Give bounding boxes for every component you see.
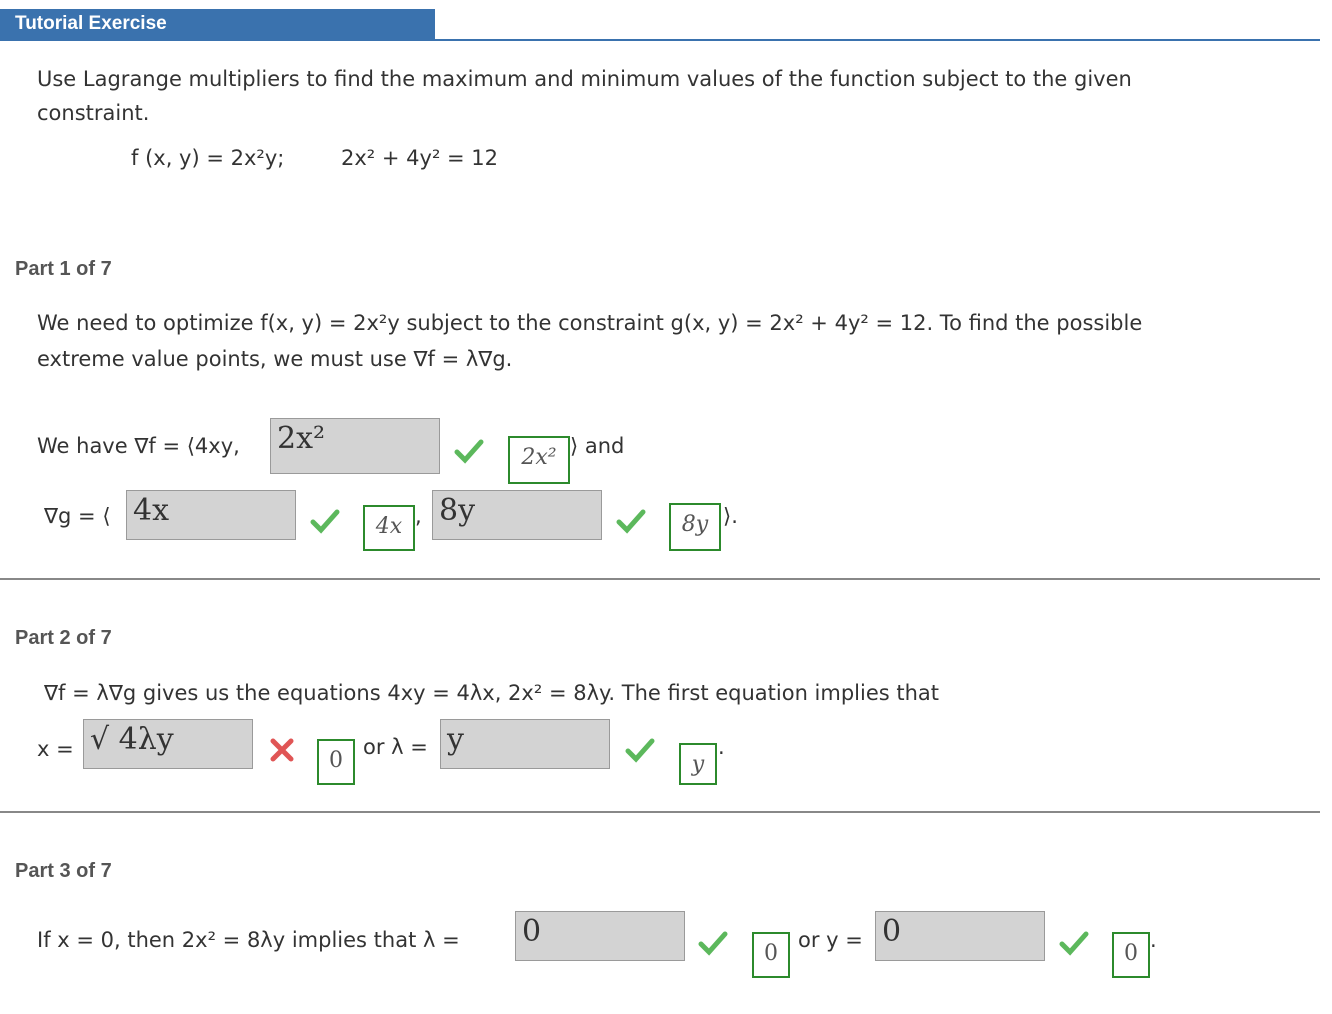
part1-label: Part 1 of 7 xyxy=(15,258,112,280)
part3-period: . xyxy=(1150,928,1157,952)
part3-text: If x = 0, then 2x² = 8λy implies that λ = xyxy=(37,928,460,952)
part-divider xyxy=(0,578,1320,580)
or-lambda-label: or λ = xyxy=(363,735,428,759)
problem-statement-line2: constraint. xyxy=(37,101,150,125)
part3-label: Part 3 of 7 xyxy=(15,860,112,882)
header-rule xyxy=(435,39,1320,41)
correct-check-icon xyxy=(698,930,728,956)
correct-check-icon xyxy=(310,508,340,534)
correct-check-icon xyxy=(625,737,655,763)
correct-check-icon xyxy=(1059,930,1089,956)
x-answer: 0 xyxy=(317,739,355,785)
part3-lambda-input[interactable]: 0 xyxy=(515,911,685,961)
part-divider xyxy=(0,811,1320,813)
tutorial-header xyxy=(0,9,435,41)
grad-g-prefix: ∇g = ⟨ xyxy=(44,504,111,528)
part1-text-line1: We need to optimize f(x, y) = 2x²y subject to the constraint g(x, y) = 2x² + 4y² = 12. To find the possible xyxy=(37,311,1143,335)
x-input[interactable]: √ 4λy xyxy=(83,719,253,769)
y-input[interactable]: 0 xyxy=(875,911,1045,961)
grad-g-y-answer: 8y xyxy=(669,503,721,551)
grad-f-y-input[interactable]: 2x² xyxy=(270,418,440,474)
grad-f-close: ⟩ and xyxy=(570,434,625,458)
lambda-answer: y xyxy=(679,743,717,785)
part3-lambda-answer: 0 xyxy=(752,932,790,978)
function-definition: f (x, y) = 2x²y; xyxy=(131,146,285,170)
or-y-label: or y = xyxy=(798,928,863,952)
x-prefix: x = xyxy=(37,737,74,761)
header-title: Tutorial Exercise xyxy=(15,13,167,34)
part1-text-line2: extreme value points, we must use ∇f = λ∇g. xyxy=(37,347,513,371)
constraint-definition: 2x² + 4y² = 12 xyxy=(341,146,499,170)
grad-g-y-input[interactable]: 8y xyxy=(432,490,602,540)
grad-f-prefix: We have ∇f = ⟨4xy, xyxy=(37,434,240,458)
grad-g-x-input[interactable]: 4x xyxy=(126,490,296,540)
grad-g-comma: , xyxy=(415,504,422,528)
part2-text: ∇f = λ∇g gives us the equations 4xy = 4λx, 2x² = 8λy. The first equation implies that xyxy=(44,681,940,705)
part2-period: . xyxy=(718,735,725,759)
incorrect-cross-icon xyxy=(269,737,295,763)
correct-check-icon xyxy=(454,438,484,464)
correct-check-icon xyxy=(616,508,646,534)
lambda-input[interactable]: y xyxy=(440,719,610,769)
y-answer: 0 xyxy=(1112,932,1150,978)
problem-statement-line1: Use Lagrange multipliers to find the maximum and minimum values of the function subject to the given xyxy=(37,67,1132,91)
part2-label: Part 2 of 7 xyxy=(15,627,112,649)
grad-g-x-answer: 4x xyxy=(363,505,415,551)
grad-g-close: ⟩. xyxy=(723,504,738,528)
grad-f-y-answer: 2x² xyxy=(508,436,570,484)
